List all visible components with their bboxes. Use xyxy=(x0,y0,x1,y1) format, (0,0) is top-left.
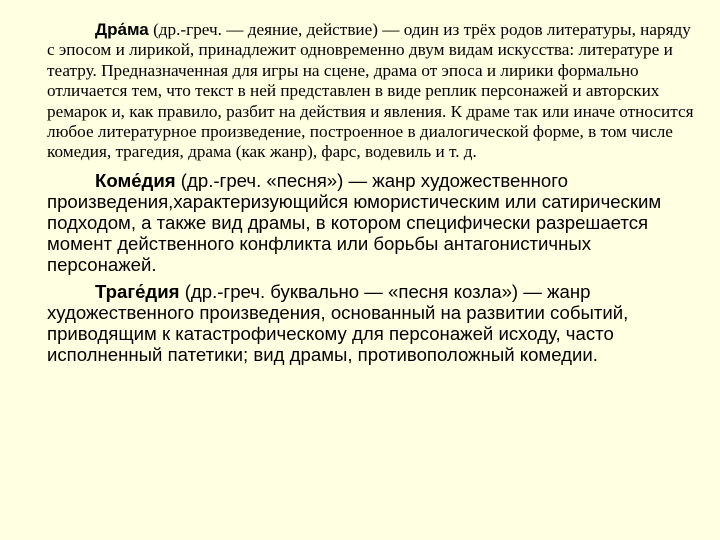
definition-comedy: (др.-греч. «песня») — жанр художественного произведения,характеризующийся юмористическим или сатирическим подходом, а также вид драмы, в котором специфически разрешается момент действенного конфликта или борьбы антагонистичных персонажей. xyxy=(47,169,662,275)
definition-tragedy: (др.-греч. буквально — «песня козла») — жанр художественного произведения, основанный на развитии событий, приводящим к катастрофическому для персонажей исходу, часто исполненный патетики; вид драмы, противоположный комедии. xyxy=(47,280,629,365)
term-drama: Дра́ма xyxy=(95,20,149,39)
term-comedy: Коме́дия xyxy=(95,169,176,191)
paragraph-tragedy xyxy=(47,281,697,365)
paragraph-drama xyxy=(47,20,697,163)
definition-drama: (др.-греч. — деяние, действие) — один из трёх родов литературы, наряду с эпосом и лирикой, принадлежит одновременно двум видам искусства: литературе и театру. Предназначенная для игры на сцене, драма от эпоса и лирики формально отличается тем, что текст в ней представлен в виде реплик персонажей и авторских ремарок и, как правило, разбит на действия и явления. К драме так или иначе относится любое литературное произведение, построенное в диалогической форме, в том числе комедия, трагедия, драма (как жанр), фарс, водевиль и т. д. xyxy=(47,20,694,162)
slide-content xyxy=(47,20,697,365)
term-tragedy: Траге́дия xyxy=(95,280,180,302)
paragraph-comedy xyxy=(47,170,697,275)
